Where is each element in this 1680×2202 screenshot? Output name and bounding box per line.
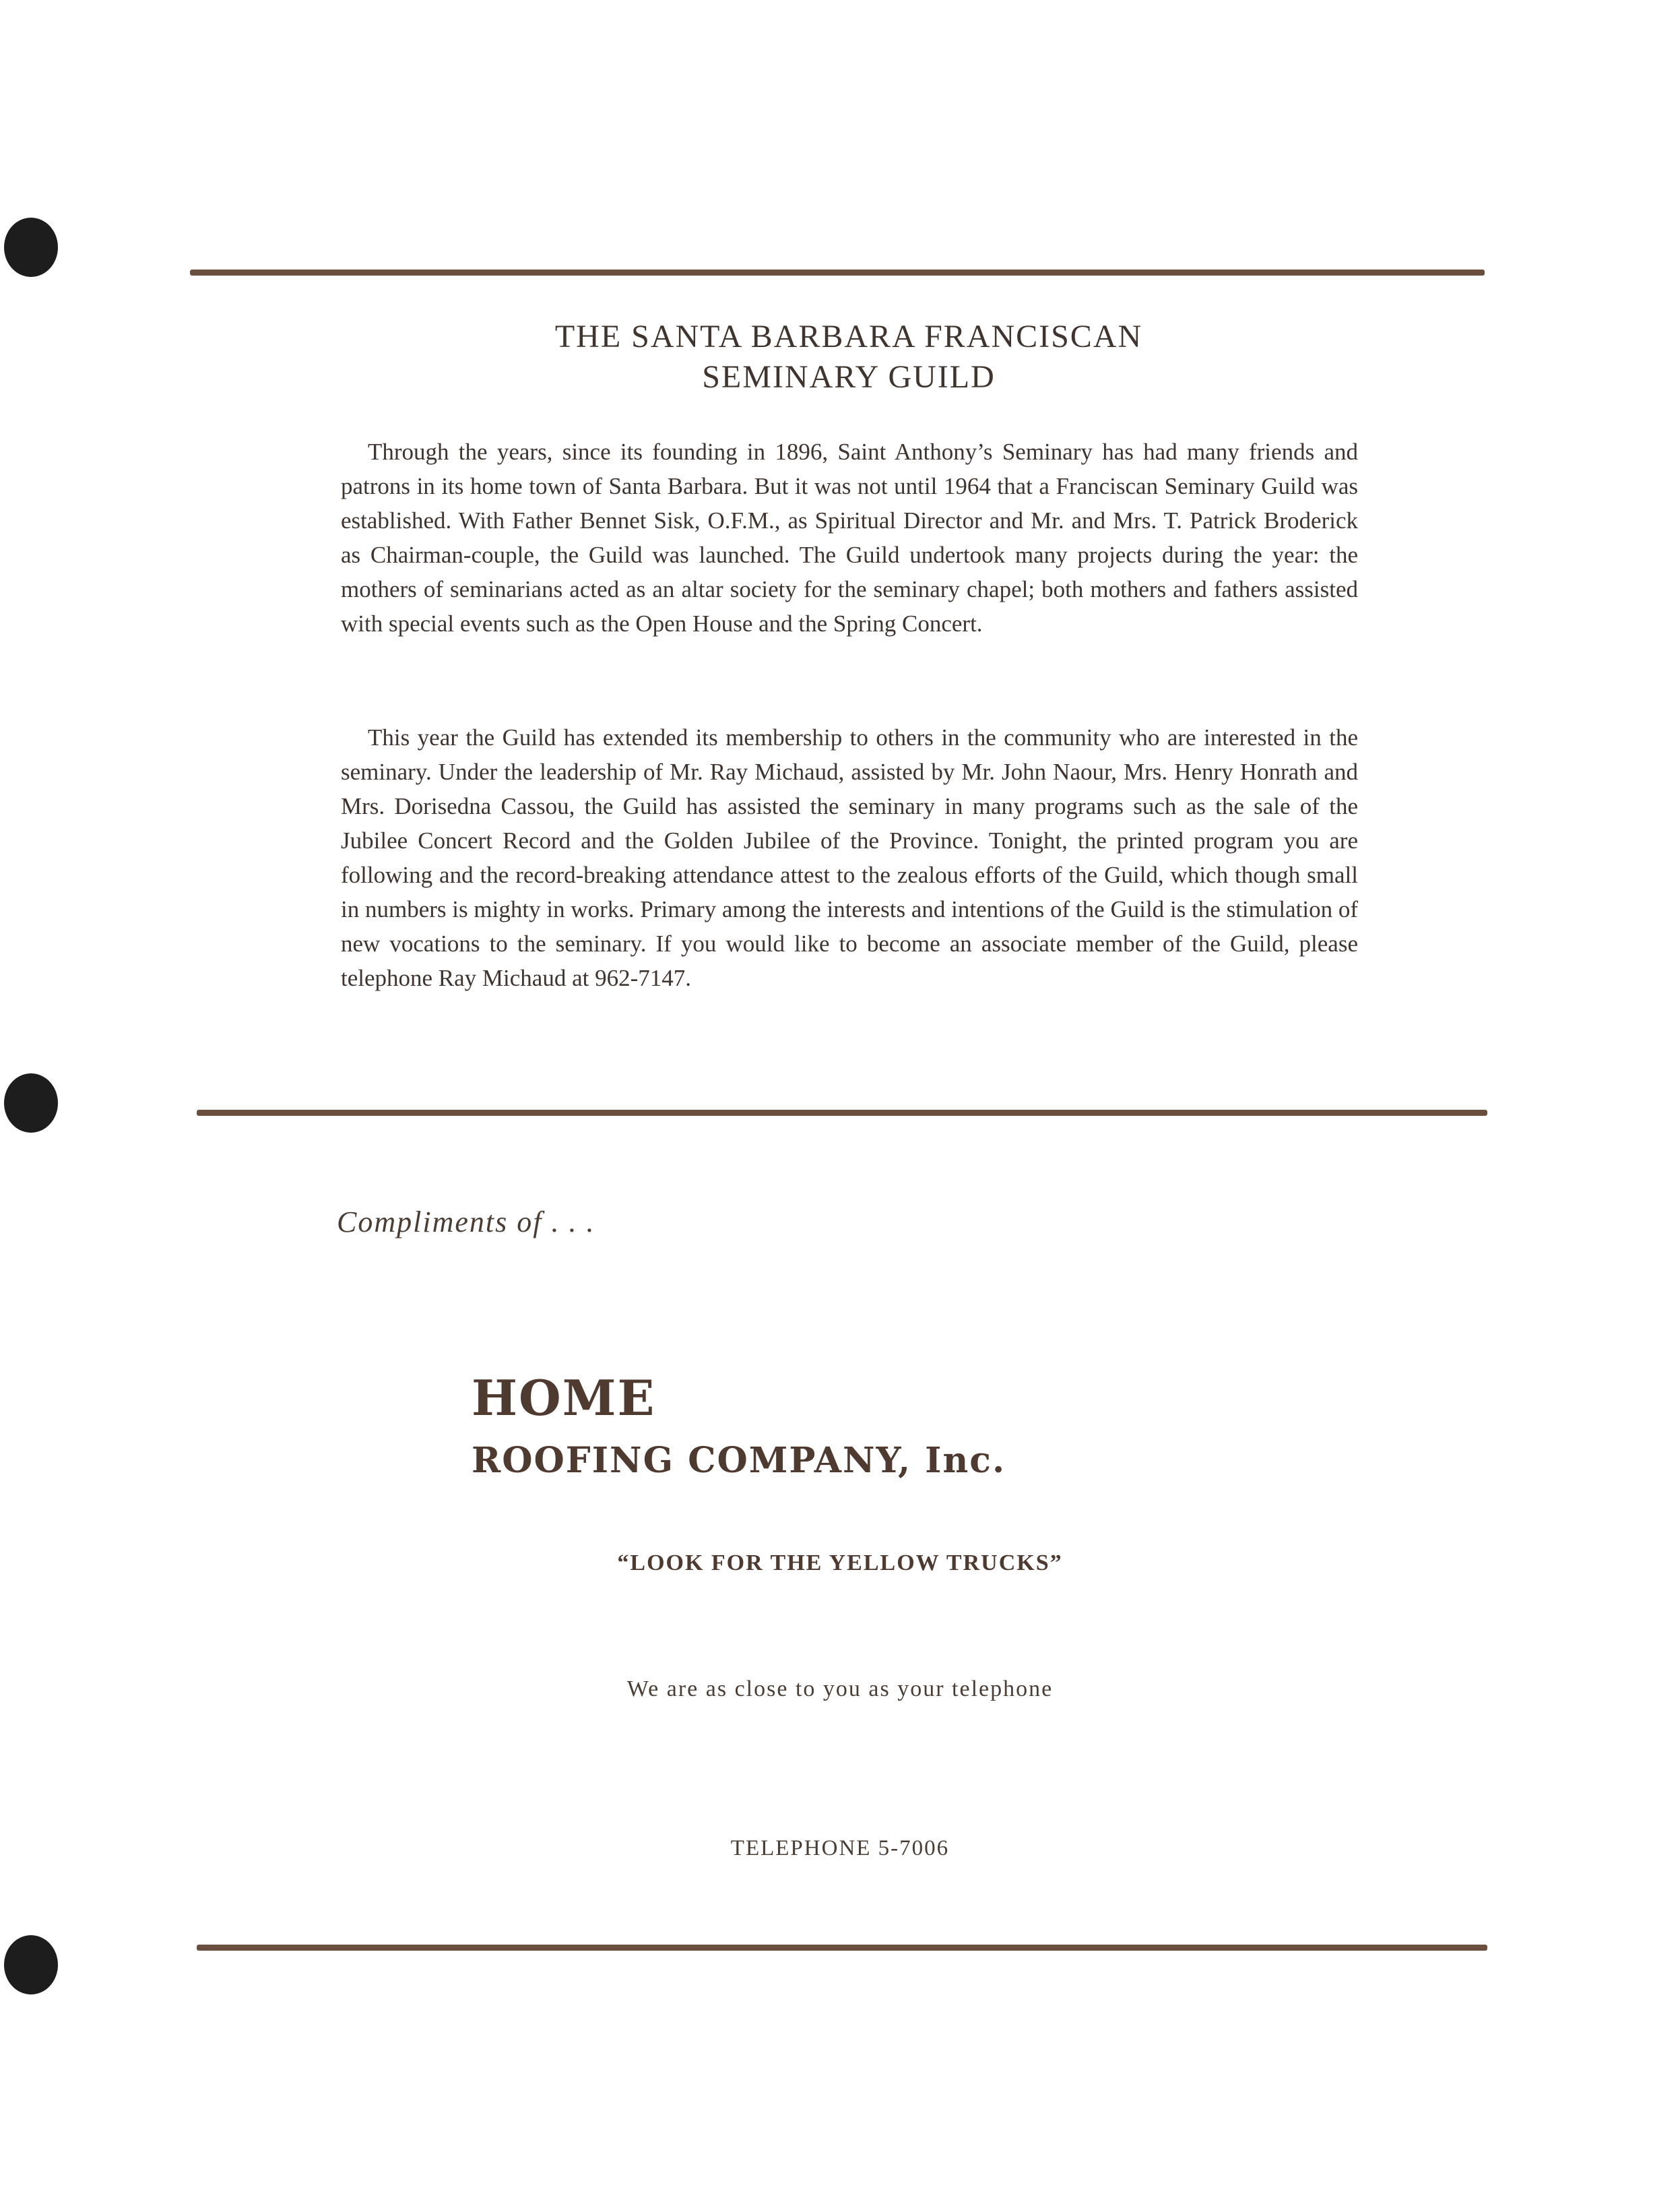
top-divider-rule	[190, 270, 1485, 276]
bottom-divider-rule	[197, 1945, 1487, 1951]
article-paragraph-2: This year the Guild has extended its membership to others in the community who are interested in the seminary. Under the leadership of Mr. Ray Michaud, assisted by Mr. John Naour, Mrs. Henry Honrath and Mrs. Dorisedna Cassou, the Guild has assisted the seminary in many programs such as the sale of the Jubilee Concert Record and the Golden Jubilee of the Province. Tonight, the printed program you are following and the record-breaking attendance attest to the zealous efforts of the Guild, which though small in numbers is mighty in works. Primary among the interests and intentions of the Guild is the stimulation of new vocations to the seminary. If you would like to become an associate member of the Guild, please telephone Ray Michaud at 962-7147.	[341, 724, 1358, 991]
binder-punch-hole-bottom	[4, 1935, 58, 1994]
middle-divider-rule	[197, 1110, 1487, 1116]
company-tagline: We are as close to you as your telephone	[626, 1676, 1054, 1701]
company-name-roofing: ROOFING COMPANY, Inc.	[472, 1440, 1006, 1481]
compliments-heading: Compliments of . . .	[337, 1205, 595, 1238]
article-title-line-1: THE SANTA BARBARA FRANCISCAN	[554, 319, 1143, 354]
company-telephone: TELEPHONE 5-7006	[730, 1836, 950, 1860]
binder-punch-hole-middle	[4, 1073, 58, 1133]
article-paragraph-1: Through the years, since its founding in 1896, Saint Anthony’s Seminary has had many friends and patrons in its home town of Santa Barbara. But it was not until 1964 that a Franciscan Seminary Guild was established. With Father Bennet Sisk, O.F.M., as Spiritual Director and Mr. and Mrs. T. Patrick Broderick as Chairman-couple, the Guild was launched. The Guild undertook many projects during the year: the mothers of seminarians acted as an altar society for the seminary chapel; both mothers and fathers assisted with special events such as the Open House and the Spring Concert.	[341, 439, 1358, 637]
company-slogan: “LOOK FOR THE YELLOW TRUCKS”	[617, 1550, 1063, 1575]
article-title-line-2: SEMINARY GUILD	[702, 359, 996, 395]
article-title	[189, 317, 1509, 398]
company-name-home: HOME	[472, 1369, 656, 1426]
binder-punch-hole-top	[4, 218, 58, 277]
